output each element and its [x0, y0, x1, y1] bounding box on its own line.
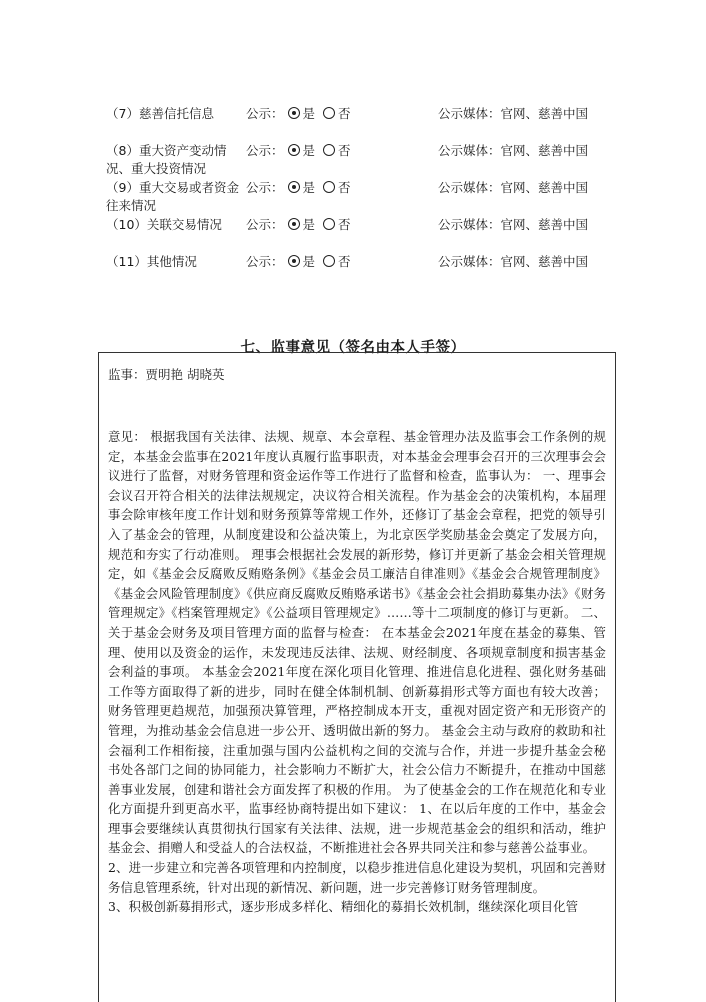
disclosure-label: 公示： [246, 217, 284, 232]
no-label: 否 [338, 143, 351, 158]
no-radio-icon[interactable] [323, 181, 335, 193]
disclosure-item-label: （11）其他情况 [106, 254, 197, 269]
disclosure-item-label: （9）重大交易或者资金往来情况 [106, 180, 239, 213]
disclosure-options [246, 105, 351, 123]
disclosure-label: 公示： [246, 254, 284, 269]
disclosure-label: 公示： [246, 106, 284, 121]
yes-label: 是 [302, 143, 316, 158]
section-title: 七、监事意见（签名由本人手签） [240, 340, 466, 356]
disclosure-label: 公示： [246, 180, 284, 195]
disclosure-options [246, 142, 351, 160]
disclosure-item-label: （10）关联交易情况 [106, 217, 222, 232]
opinion-paragraph: 2、进一步建立和完善各项管理和内控制度，以稳步推进信息化建设为契机，巩固和完善财务信息管理系统，针对出现的新情况、新问题，进一步完善修订财务管理制度。 [108, 860, 606, 895]
disclosure-item-label: （8）重大资产变动情况、重大投资情况 [106, 143, 227, 176]
no-radio-icon[interactable] [323, 144, 335, 156]
disclosure-label: 公示： [246, 143, 284, 158]
disclosure-options [246, 253, 351, 271]
disclosure-media: 公示媒体：官网、慈善中国 [438, 254, 589, 269]
supervisor-opinion-box [98, 352, 616, 1002]
yes-label: 是 [302, 106, 316, 121]
disclosure-media: 公示媒体：官网、慈善中国 [438, 106, 589, 121]
disclosure-options [246, 179, 351, 197]
yes-radio-icon[interactable] [288, 144, 300, 156]
no-radio-icon[interactable] [323, 255, 335, 267]
supervisor-names: 监事：贾明艳 胡晓英 [108, 367, 225, 382]
disclosure-media: 公示媒体：官网、慈善中国 [438, 143, 589, 158]
opinion-paragraph: 意见： 根据我国有关法律、法规、规章、本会章程、基金管理办法及监事会工作条例的规定，本基金会监事在2021年度认真履行监事职责，对本基金会理事会召开的三次理事会会议进行了监督，对财务管理和资金运作等工作进行了监督和检查，监事认为： 一、理事会会议召开符合相关的法律法规规定，决议符合相关流程。作为基金会的决策机构，本届理事会除审核年度工作计划和财务预算等常规工作外，还修订了基金会章程，把党的领导引入了基金会的管理，从制度建设和公益决策上，为北京医学奖励基金会奠定了发展方向，规范和夯实了行动准则。 理事会根据社会发展的新形势，修订并更新了基金会相关管理规定，如《基金会反腐败反贿赂条例》《基金会员工廉洁自律准则》《基金会合规管理制度》《基金会风险管理制度》《供应商反腐败反贿赂承诺书》《基金会社会捐助募集办法》《财务管理规定》《档案管理规定》《公益项目管理规定》……等十二项制度的修订与更新。 二、关于基金会财务及项目管理方面的监督与检查： 在本基金会2021年度在基金的募集、管理、使用以及资金的运作，未发现违反法律、法规、财经制度、各项规章制度和损害基金会利益的事项。 本基金会2021年度在深化项目化管理、推进信息化进程、强化财务基础工作等方面取得了新的进步，同时在健全体制机制、创新募捐形式等方面也有较大改善；财务管理更趋规范，加强预决算管理，严格控制成本开支，重视对固定资产和无形资产的管理，为推动基金会信息进一步公开、透明做出新的努力。 基金会主动与政府的救助和社会福利工作相衔接，注重加强与国内公益机构之间的交流与合作，并进一步提升基金会秘书处各部门之间的协同能力，社会影响力不断扩大，社会公信力不断提升，在推动中国慈善事业发展，创建和谐社会方面发挥了积极的作用。 为了使基金会的工作在规范化和专业化方面提升到更高水平，监事经协商特提出如下建议： 1、在以后年度的工作中，基金会理事会要继续认真贯彻执行国家有关法律、法规，进一步规范基金会的组织和活动，维护基金会、捐赠人和受益人的合法权益，不断推进社会各界共同关注和参与慈善公益事业。 [108, 429, 606, 856]
opinion-paragraph: 3、积极创新募捐形式，逐步形成多样化、精细化的募捐长效机制，继续深化项目化管 [108, 899, 579, 915]
yes-radio-icon[interactable] [288, 218, 300, 230]
no-radio-icon[interactable] [323, 107, 335, 119]
yes-radio-icon[interactable] [288, 181, 300, 193]
yes-label: 是 [302, 254, 316, 269]
no-label: 否 [338, 106, 351, 121]
yes-label: 是 [302, 180, 316, 195]
disclosure-item-label: （7）慈善信托信息 [106, 106, 214, 121]
no-label: 否 [338, 217, 351, 232]
disclosure-options [246, 216, 351, 234]
no-radio-icon[interactable] [323, 218, 335, 230]
yes-label: 是 [302, 217, 316, 232]
disclosure-media: 公示媒体：官网、慈善中国 [438, 180, 589, 195]
no-label: 否 [338, 180, 351, 195]
disclosure-media: 公示媒体：官网、慈善中国 [438, 217, 589, 232]
yes-radio-icon[interactable] [288, 255, 300, 267]
no-label: 否 [338, 254, 351, 269]
yes-radio-icon[interactable] [288, 107, 300, 119]
opinion-text [108, 427, 606, 917]
